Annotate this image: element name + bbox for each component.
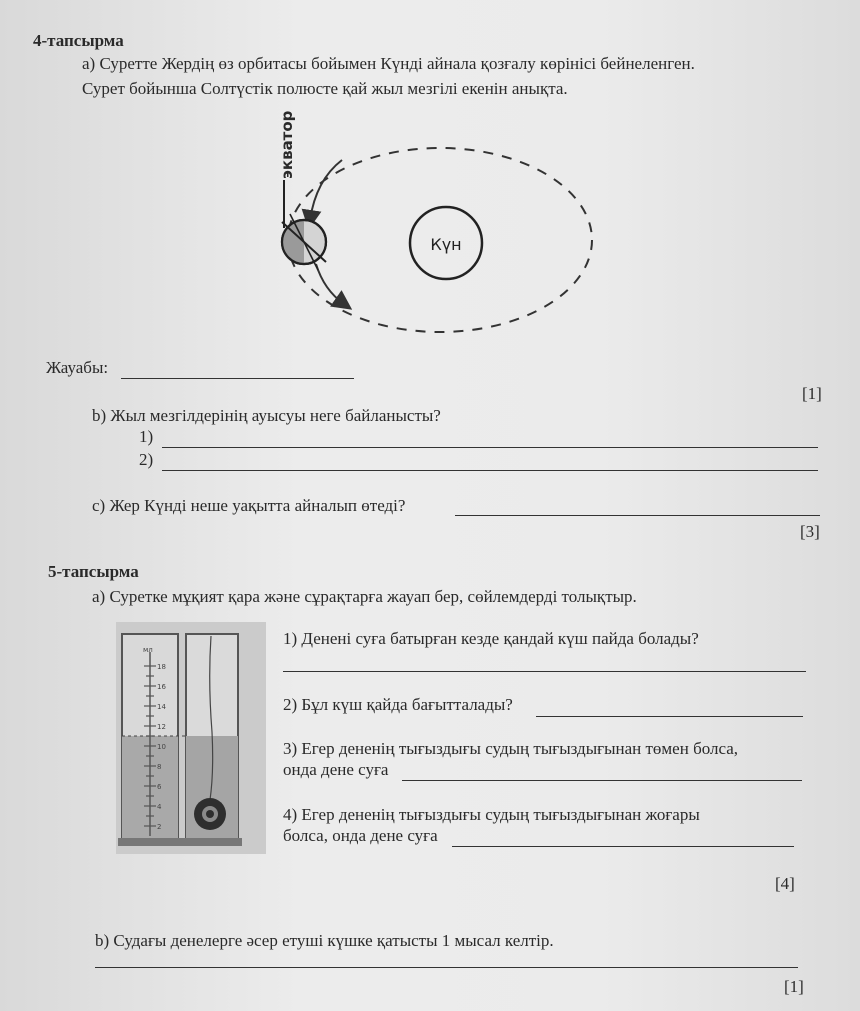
task5-q2-answer-line[interactable] bbox=[536, 716, 803, 717]
scale-tick-label: 6 bbox=[157, 783, 162, 791]
task5-q1: 1) Денені суға батырған кезде қандай күш пайда болады? bbox=[283, 629, 699, 648]
task5-q3-line2: онда дене суға bbox=[283, 760, 389, 779]
scale-tick-label: 18 bbox=[157, 663, 166, 671]
orbit-arrow-bottom bbox=[316, 264, 344, 304]
earth-orbit-diagram bbox=[250, 100, 620, 345]
task5-a-score: [4] bbox=[775, 874, 795, 893]
task4-c-question: c) Жер Күнді неше уақытта айналып өтеді? bbox=[92, 496, 406, 515]
task5-b-score: [1] bbox=[784, 977, 804, 996]
task4-a-score: [1] bbox=[802, 384, 822, 403]
task5-q4-line2: болса, онда дене суға bbox=[283, 826, 438, 845]
task5-q1-answer-line[interactable] bbox=[283, 671, 806, 672]
scale-tick-label: 12 bbox=[157, 723, 166, 731]
task4-c-answer-line[interactable] bbox=[455, 515, 820, 516]
scale-tick-label: 10 bbox=[157, 743, 166, 751]
task5-b-answer-line[interactable] bbox=[95, 967, 798, 968]
scale-tick-label: 2 bbox=[157, 823, 162, 831]
task5-b-question: b) Судағы денелерге әсер етуші күшке қатысты 1 мысал келтір. bbox=[95, 931, 554, 950]
earth-icon bbox=[282, 214, 326, 270]
task5-q3-answer-line[interactable] bbox=[402, 780, 802, 781]
cylinder-unit-label: мл bbox=[143, 646, 153, 654]
task5-q3-line1: 3) Егер дененің тығыздығы судың тығыздығынан төмен болса, bbox=[283, 739, 739, 758]
scale-tick-label: 8 bbox=[157, 763, 162, 771]
sun-label: Күн bbox=[430, 235, 462, 254]
task5-q4-answer-line[interactable] bbox=[452, 846, 794, 847]
orbit-arrow-top bbox=[310, 160, 342, 220]
measuring-cylinders-photo bbox=[116, 622, 266, 854]
task5-title: 5-тапсырма bbox=[48, 562, 139, 581]
task4-title: 4-тапсырма bbox=[33, 31, 124, 50]
scale-tick-label: 14 bbox=[157, 703, 166, 711]
equator-label: экватор bbox=[278, 110, 296, 179]
task4-b-item2-label: 2) bbox=[139, 450, 154, 469]
task5-q4-line1: 4) Егер дененің тығыздығы судың тығыздығынан жоғары bbox=[283, 805, 700, 824]
scale-tick-label: 16 bbox=[157, 683, 166, 691]
task4-bc-score: [3] bbox=[800, 522, 820, 541]
task4-b-question: b) Жыл мезгілдерінің ауысуы неге байланысты? bbox=[92, 406, 441, 425]
task5-q2: 2) Бұл күш қайда бағытталады? bbox=[283, 695, 513, 714]
task4-b-answer2-line[interactable] bbox=[162, 470, 818, 471]
task5-a-text: а) Суретке мұқият қара және сұрақтарға жауап бер, сөйлемдерді толықтыр. bbox=[92, 587, 637, 606]
answer-label: Жауабы: bbox=[46, 358, 109, 377]
scale-tick-label: 4 bbox=[157, 803, 162, 811]
task4-a-text-line2: Сурет бойынша Солтүстік полюсте қай жыл мезгілі екенін анықта. bbox=[82, 79, 568, 98]
answer-input-line[interactable] bbox=[121, 378, 354, 379]
task4-b-answer1-line[interactable] bbox=[162, 447, 818, 448]
submerged-weight-icon bbox=[194, 798, 226, 830]
task4-a-text-line1: а) Суретте Жердің өз орбитасы бойымен Күнді айнала қозғалу көрінісі бейнеленген. bbox=[82, 54, 695, 73]
task4-b-item1-label: 1) bbox=[139, 427, 154, 446]
